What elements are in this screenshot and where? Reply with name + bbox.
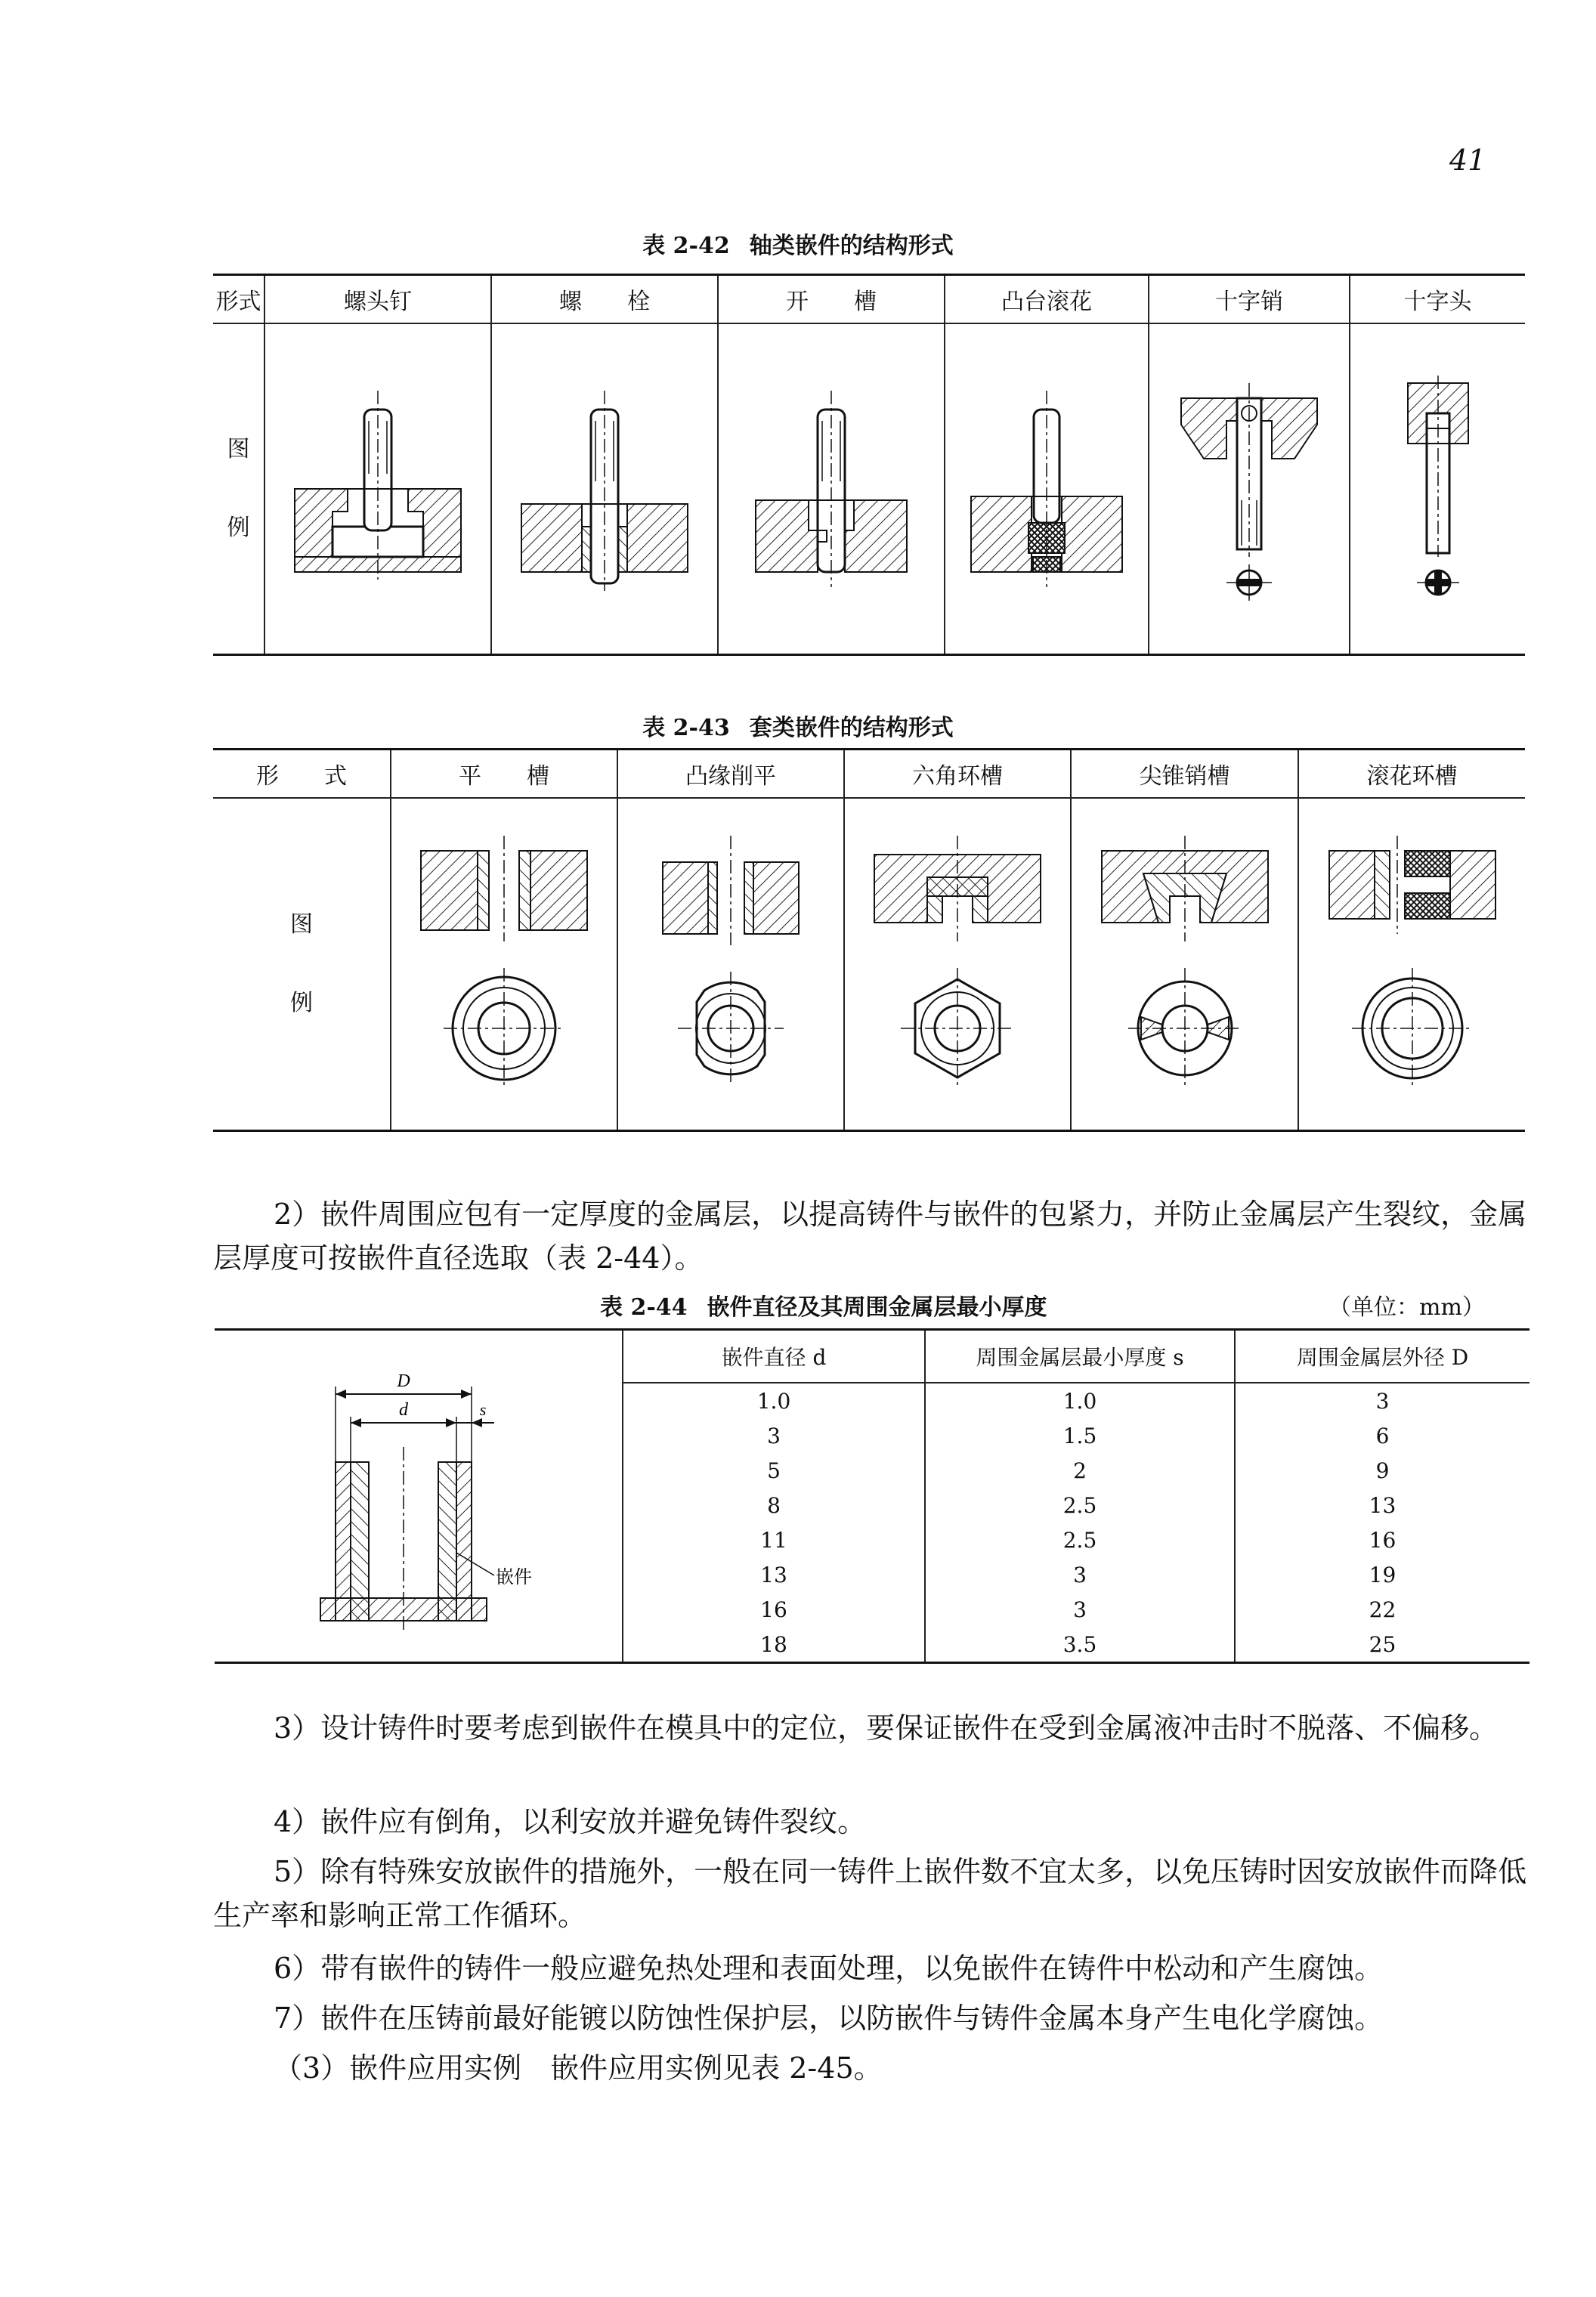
row-label-char: 例 [227, 514, 250, 541]
insert-dimension-figure [268, 1349, 570, 1643]
table-header-row [215, 1330, 1530, 1383]
row-label [213, 798, 391, 1130]
figure-row [213, 798, 1525, 1130]
knurled-ring-groove-sleeve-figure [1314, 821, 1511, 1108]
cell: 19 [1235, 1557, 1530, 1592]
cell: 1.0 [623, 1383, 925, 1418]
cell: 13 [623, 1557, 925, 1592]
bolt-insert-figure [506, 376, 703, 602]
cell: 5 [623, 1453, 925, 1488]
table-2-43 [213, 748, 1525, 1132]
cell: 16 [623, 1592, 925, 1627]
cell: 2 [925, 1453, 1235, 1488]
paragraph-3: 3）设计铸件时要考虑到嵌件在模具中的定位，要保证嵌件在受到金属液冲击时不脱落、不偏移。 [274, 1711, 1499, 1745]
header-cell: 六角环槽 [844, 750, 1071, 799]
cell: 1.5 [925, 1418, 1235, 1453]
cell: 9 [1235, 1453, 1530, 1488]
table-2-42-caption [0, 227, 1596, 260]
table-title: 轴类嵌件的结构形式 [749, 233, 954, 259]
paragraph-7: 7）嵌件在压铸前最好能镀以防蚀性保护层，以防嵌件与铸件金属本身产生电化学腐蚀。 [274, 2002, 1384, 2035]
table-2-43-caption [0, 709, 1596, 742]
cell: 25 [1235, 1627, 1530, 1663]
cone-pin-groove-sleeve-figure [1087, 821, 1283, 1108]
cell: 2.5 [925, 1488, 1235, 1523]
header-cell: 尖锥销槽 [1071, 750, 1298, 799]
cell: 13 [1235, 1488, 1530, 1523]
cross-head-insert-figure [1362, 368, 1514, 610]
header-cell: 嵌件直径 d [623, 1330, 925, 1383]
table-2-44 [215, 1328, 1530, 1664]
paragraph-8: （3）嵌件应用实例 嵌件应用实例见表 2-45。 [274, 2051, 883, 2085]
groove-insert-figure [733, 376, 929, 602]
header-cell: 形式 [213, 275, 264, 324]
header-cell: 形 式 [213, 750, 391, 799]
paragraph-6: 6）带有嵌件的铸件一般应避免热处理和表面处理，以免嵌件在铸件中松动和产生腐蚀。 [274, 1952, 1384, 1985]
cell: 3 [925, 1557, 1235, 1592]
dim-d-label: d [398, 1400, 408, 1420]
cell: 3 [623, 1418, 925, 1453]
cell: 18 [623, 1627, 925, 1663]
table-2-44-caption [600, 1288, 1047, 1322]
flat-groove-sleeve-figure [406, 821, 602, 1108]
dim-D-label: D [396, 1371, 410, 1391]
header-cell: 周围金属层最小厚度 s [925, 1330, 1235, 1383]
header-cell: 凸台滚花 [945, 275, 1149, 324]
cell: 1.0 [925, 1383, 1235, 1418]
cell: 8 [623, 1488, 925, 1523]
paragraph-5: 5）除有特殊安放嵌件的措施外，一般在同一铸件上嵌件数不宜太多，以免压铸时因安放嵌件而降低生产率和影响正常工作循环。 [213, 1855, 1527, 1932]
header-cell: 螺 栓 [491, 275, 718, 324]
table-2-42 [213, 274, 1525, 656]
header-cell: 十字头 [1350, 275, 1525, 324]
table-number: 表 2-44 [600, 1294, 688, 1321]
header-cell: 凸缘削平 [617, 750, 844, 799]
cell: 22 [1235, 1592, 1530, 1627]
table-title: 套类嵌件的结构形式 [749, 715, 954, 741]
hex-ring-groove-sleeve-figure [859, 821, 1056, 1108]
header-cell: 滚花环槽 [1298, 750, 1525, 799]
paragraph-2: 2）嵌件周围应包有一定厚度的金属层，以提高铸件与嵌件的包紧力，并防止金属层产生裂纹，金属层厚度可按嵌件直径选取（表 2-44）。 [213, 1198, 1527, 1275]
table-number: 表 2-42 [642, 233, 730, 259]
header-cell: 螺头钉 [264, 275, 491, 324]
cell: 3 [1235, 1383, 1530, 1418]
table-number: 表 2-43 [642, 715, 730, 741]
cell: 16 [1235, 1523, 1530, 1557]
cell: 3.5 [925, 1627, 1235, 1663]
cell: 6 [1235, 1418, 1530, 1453]
screw-head-insert-figure [280, 376, 476, 602]
page-number: 41 [1449, 144, 1486, 177]
table-title: 嵌件直径及其周围金属层最小厚度 [707, 1294, 1047, 1321]
row-label-char: 图 [290, 910, 313, 938]
cross-pin-insert-figure [1166, 368, 1332, 610]
row-label-char: 图 [227, 435, 250, 462]
table-header-row [213, 750, 1525, 799]
table-unit: （单位：mm） [1328, 1294, 1485, 1321]
header-cell: 周围金属层外径 D [1235, 1330, 1530, 1383]
dim-s-label: s [479, 1400, 486, 1419]
table-header-row [213, 275, 1525, 324]
cell: 3 [925, 1592, 1235, 1627]
row-label-char: 例 [290, 989, 313, 1016]
flange-flat-sleeve-figure [633, 821, 829, 1108]
cell: 2.5 [925, 1523, 1235, 1557]
knurled-boss-insert-figure [956, 376, 1137, 602]
insert-label: 嵌件 [495, 1568, 532, 1587]
header-cell: 平 槽 [391, 750, 617, 799]
header-cell: 开 槽 [718, 275, 945, 324]
figure-row [213, 323, 1525, 654]
row-label [213, 323, 264, 654]
header-cell: 十字销 [1149, 275, 1350, 324]
paragraph-4: 4）嵌件应有倒角，以利安放并避免铸件裂纹。 [274, 1805, 867, 1838]
cell: 11 [623, 1523, 925, 1557]
